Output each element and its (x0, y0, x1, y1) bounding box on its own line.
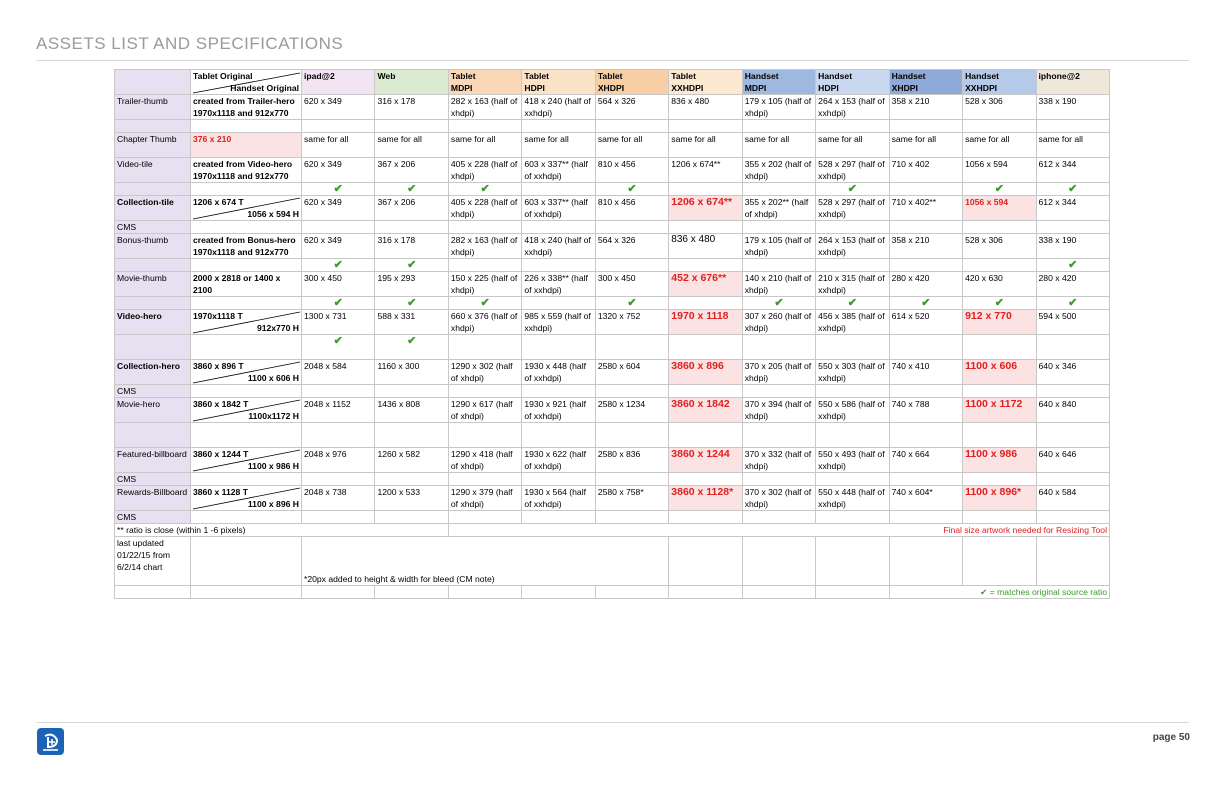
cell: 810 x 456 (595, 196, 668, 221)
cell: 836 x 480 (669, 234, 742, 259)
cell: 316 x 178 (375, 234, 448, 259)
cell: 1200 x 533 (375, 486, 448, 511)
header-tablet-original: Tablet Original Handset Original (191, 70, 302, 95)
check-row (115, 297, 1110, 310)
cell: 355 x 202** (half of xhdpi) (742, 196, 815, 221)
cell: 550 x 303 (half of xxhdpi) (816, 360, 889, 385)
check-icon: ✔ (302, 335, 375, 360)
cell: 550 x 448 (half of xxhdpi) (816, 486, 889, 511)
page-title: ASSETS LIST AND SPECIFICATIONS (36, 34, 344, 53)
updated-note: last updated 01/22/15 from 6/2/14 chart (115, 537, 191, 586)
table-row (115, 158, 1110, 183)
cell: 1056 x 594 (963, 158, 1036, 183)
cell: 1100 x 1172 (963, 398, 1036, 423)
cell: 1260 x 582 (375, 448, 448, 473)
cell: 3860 x 1842 T 1100x1172 H (191, 398, 302, 423)
cell: 370 x 302 (half of xhdpi) (742, 486, 815, 511)
cell: 2000 x 2818 or 1400 x 2100 (191, 272, 302, 297)
check-row (115, 183, 1110, 196)
header-handset-xhdpi: Handset XHDPI (889, 70, 962, 95)
cell: 3860 x 896 T 1100 x 606 H (191, 360, 302, 385)
cell: 3860 x 1128 T 1100 x 896 H (191, 486, 302, 511)
cell: 594 x 500 (1036, 310, 1109, 335)
check-icon: ✔ (375, 183, 448, 196)
cell: 264 x 153 (half of xxhdpi) (816, 234, 889, 259)
check-icon: ✔ (595, 183, 668, 196)
header-handset-xxhdpi: Handset XXHDPI (963, 70, 1036, 95)
cell: 370 x 205 (half of xhdpi) (742, 360, 815, 385)
cell: created from Trailer-hero 1970x1118 and 912x770 (191, 95, 302, 120)
ratio-note: ** ratio is close (within 1 -6 pixels) (115, 524, 449, 537)
disney-logo-icon (37, 728, 64, 755)
cell: 338 x 190 (1036, 234, 1109, 259)
cell: 1056 x 594 (963, 196, 1036, 221)
cell: 3860 x 1244 (669, 448, 742, 473)
check-row (115, 335, 1110, 360)
header-handset-mdpi: Handset MDPI (742, 70, 815, 95)
page-number: page 50 (1152, 732, 1190, 743)
cell: 210 x 315 (half of xxhdpi) (816, 272, 889, 297)
check-icon: ✔ (375, 259, 448, 272)
cell: created from Bonus-hero 1970x1118 and 912x770 (191, 234, 302, 259)
table-row (115, 234, 1110, 259)
cell: 3860 x 1128* (669, 486, 742, 511)
cell: same for all (302, 133, 375, 158)
table-row (115, 95, 1110, 120)
cell: same for all (595, 133, 668, 158)
cell: 1206 x 674 T 1056 x 594 H (191, 196, 302, 221)
table-row (115, 133, 1110, 158)
check-icon: ✔ (448, 183, 521, 196)
table-row (115, 196, 1110, 221)
cell: 1930 x 921 (half of xxhdpi) (522, 398, 595, 423)
cell: 710 x 402 (889, 158, 962, 183)
cell: 550 x 493 (half of xxhdpi) (816, 448, 889, 473)
cell: 418 x 240 (half of xxhdpi) (522, 95, 595, 120)
cell: 740 x 410 (889, 360, 962, 385)
final-size-note: Final size artwork needed for Resizing Tool (448, 524, 1109, 537)
bottom-divider (36, 722, 1189, 723)
cell: 405 x 228 (half of xhdpi) (448, 158, 521, 183)
cell: created from Video-hero 1970x1118 and 912x770 (191, 158, 302, 183)
row-label: Rewards-Billboard (115, 486, 191, 511)
cell: 300 x 450 (595, 272, 668, 297)
table-row (115, 310, 1110, 335)
check-icon: ✔ (742, 297, 815, 310)
cell: 740 x 788 (889, 398, 962, 423)
cell: 2048 x 976 (302, 448, 375, 473)
cell: 3860 x 1842 (669, 398, 742, 423)
cms-label: CMS (115, 385, 191, 398)
cell: 140 x 210 (half of xhdpi) (742, 272, 815, 297)
cell: same for all (375, 133, 448, 158)
cell: 550 x 586 (half of xxhdpi) (816, 398, 889, 423)
disney-logo-mark (37, 728, 64, 755)
check-icon: ✔ (375, 297, 448, 310)
cms-label: CMS (115, 221, 191, 234)
cell: same for all (889, 133, 962, 158)
bleed-note: *20px added to height & width for bleed (CM note) (302, 537, 669, 586)
cell: 640 x 840 (1036, 398, 1109, 423)
cell: 1100 x 606 (963, 360, 1036, 385)
cell: 603 x 337** (half of xxhdpi) (522, 158, 595, 183)
cell: 282 x 163 (half of xhdpi) (448, 234, 521, 259)
cell: 710 x 402** (889, 196, 962, 221)
check-icon: ✔ (595, 297, 668, 310)
cell: 985 x 559 (half of xxhdpi) (522, 310, 595, 335)
cell: 264 x 153 (half of xxhdpi) (816, 95, 889, 120)
cell: 226 x 338** (half of xxhdpi) (522, 272, 595, 297)
cell: 358 x 210 (889, 234, 962, 259)
cms-label: CMS (115, 511, 191, 524)
cell: 3860 x 1244 T 1100 x 986 H (191, 448, 302, 473)
notes-row (115, 537, 1110, 586)
header-handset-hdpi: Handset HDPI (816, 70, 889, 95)
cell: 612 x 344 (1036, 196, 1109, 221)
row-label: Movie-thumb (115, 272, 191, 297)
header-tablet-mdpi: Tablet MDPI (448, 70, 521, 95)
cell: 640 x 346 (1036, 360, 1109, 385)
cell: 2048 x 738 (302, 486, 375, 511)
cell: 1100 x 986 (963, 448, 1036, 473)
cell: 370 x 394 (half of xhdpi) (742, 398, 815, 423)
table-row (115, 272, 1110, 297)
cell: 564 x 326 (595, 95, 668, 120)
cell: 528 x 297 (half of xxhdpi) (816, 196, 889, 221)
header-tablet-hdpi: Tablet HDPI (522, 70, 595, 95)
table-row (115, 360, 1110, 385)
cell: 740 x 604* (889, 486, 962, 511)
row-label: Featured-billboard (115, 448, 191, 473)
cell: 307 x 260 (half of xhdpi) (742, 310, 815, 335)
cell: 620 x 349 (302, 234, 375, 259)
cell: 405 x 228 (half of xhdpi) (448, 196, 521, 221)
cell: 338 x 190 (1036, 95, 1109, 120)
row-label: Chapter Thumb (115, 133, 191, 158)
check-icon: ✔ (1036, 259, 1109, 272)
cell: 1320 x 752 (595, 310, 668, 335)
cell: same for all (1036, 133, 1109, 158)
cell: 2580 x 604 (595, 360, 668, 385)
header-row (115, 70, 1110, 95)
check-icon: ✔ (375, 335, 448, 360)
table-row (115, 486, 1110, 511)
legend-note: ✔ = matches original source ratio (889, 586, 1109, 599)
cell: 528 x 306 (963, 95, 1036, 120)
check-icon: ✔ (816, 183, 889, 196)
header-tablet-xhdpi: Tablet XHDPI (595, 70, 668, 95)
cell: 2580 x 836 (595, 448, 668, 473)
cell: 280 x 420 (1036, 272, 1109, 297)
notes-row (115, 524, 1110, 537)
cell: 2580 x 1234 (595, 398, 668, 423)
cell: 355 x 202 (half of xhdpi) (742, 158, 815, 183)
check-row (115, 259, 1110, 272)
cell: 1930 x 448 (half of xxhdpi) (522, 360, 595, 385)
cell: 660 x 376 (half of xhdpi) (448, 310, 521, 335)
cell: 358 x 210 (889, 95, 962, 120)
cell: 1930 x 622 (half of xxhdpi) (522, 448, 595, 473)
cell: same for all (816, 133, 889, 158)
cell: same for all (963, 133, 1036, 158)
cell: 1290 x 379 (half of xhdpi) (448, 486, 521, 511)
cell: 614 x 520 (889, 310, 962, 335)
cell: 2048 x 1152 (302, 398, 375, 423)
cell: 300 x 450 (302, 272, 375, 297)
check-icon: ✔ (963, 297, 1036, 310)
specs-table (114, 69, 1110, 599)
cell: same for all (448, 133, 521, 158)
cell: 620 x 349 (302, 196, 375, 221)
cell: 282 x 163 (half of xhdpi) (448, 95, 521, 120)
cell: 376 x 210 (191, 133, 302, 158)
cell: 420 x 630 (963, 272, 1036, 297)
cell: 179 x 105 (half of xhdpi) (742, 234, 815, 259)
assets-spreadsheet (114, 69, 1110, 599)
cell: same for all (669, 133, 742, 158)
cell: 564 x 326 (595, 234, 668, 259)
cell: 620 x 349 (302, 95, 375, 120)
cell: 418 x 240 (half of xxhdpi) (522, 234, 595, 259)
header-iphone2: iphone@2 (1036, 70, 1109, 95)
check-icon: ✔ (448, 297, 521, 310)
notes-row (115, 586, 1110, 599)
cell: 1930 x 564 (half of xxhdpi) (522, 486, 595, 511)
cell: 2580 x 758* (595, 486, 668, 511)
cell: 3860 x 896 (669, 360, 742, 385)
header-web: Web (375, 70, 448, 95)
cell: 456 x 385 (half of xxhdpi) (816, 310, 889, 335)
cell: same for all (522, 133, 595, 158)
cell: 740 x 664 (889, 448, 962, 473)
cell: 367 x 206 (375, 158, 448, 183)
cell: same for all (742, 133, 815, 158)
cell: 1206 x 674** (669, 196, 742, 221)
cell: 640 x 584 (1036, 486, 1109, 511)
cell: 1970x1118 T 912x770 H (191, 310, 302, 335)
cell: 1436 x 808 (375, 398, 448, 423)
row-label: Collection-tile (115, 196, 191, 221)
cell: 316 x 178 (375, 95, 448, 120)
header-corner (115, 70, 191, 95)
cell: 1300 x 731 (302, 310, 375, 335)
cell: 1290 x 302 (half of xhdpi) (448, 360, 521, 385)
table-row (115, 448, 1110, 473)
row-label: Video-tile (115, 158, 191, 183)
cell: 836 x 480 (669, 95, 742, 120)
check-icon: ✔ (1036, 297, 1109, 310)
cell: 2048 x 584 (302, 360, 375, 385)
row-label: Bonus-thumb (115, 234, 191, 259)
cell: 912 x 770 (963, 310, 1036, 335)
cell: 810 x 456 (595, 158, 668, 183)
row-label: Collection-hero (115, 360, 191, 385)
table-row (115, 398, 1110, 423)
cell: 1100 x 896* (963, 486, 1036, 511)
check-icon: ✔ (963, 183, 1036, 196)
check-icon: ✔ (889, 297, 962, 310)
cell: 612 x 344 (1036, 158, 1109, 183)
cell: 528 x 297 (half of xxhdpi) (816, 158, 889, 183)
cms-label: CMS (115, 473, 191, 486)
cell: 370 x 332 (half of xhdpi) (742, 448, 815, 473)
header-ipad2: ipad@2 (302, 70, 375, 95)
top-divider (36, 60, 1189, 61)
cell: 588 x 331 (375, 310, 448, 335)
cell: 150 x 225 (half of xhdpi) (448, 272, 521, 297)
cell: 528 x 306 (963, 234, 1036, 259)
cell: 1290 x 617 (half of xhdpi) (448, 398, 521, 423)
header-tablet-xxhdpi: Tablet XXHDPI (669, 70, 742, 95)
cell: 195 x 293 (375, 272, 448, 297)
cell: 1160 x 300 (375, 360, 448, 385)
cell: 640 x 646 (1036, 448, 1109, 473)
check-icon: ✔ (1036, 183, 1109, 196)
check-icon: ✔ (302, 183, 375, 196)
row-label: Movie-hero (115, 398, 191, 423)
cell: 367 x 206 (375, 196, 448, 221)
cell: 280 x 420 (889, 272, 962, 297)
check-icon: ✔ (302, 259, 375, 272)
check-icon: ✔ (302, 297, 375, 310)
cell: 603 x 337** (half of xxhdpi) (522, 196, 595, 221)
cell: 1290 x 418 (half of xhdpi) (448, 448, 521, 473)
cell: 452 x 676** (669, 272, 742, 297)
cell: 620 x 349 (302, 158, 375, 183)
check-icon: ✔ (816, 297, 889, 310)
cell: 1206 x 674** (669, 158, 742, 183)
row-label: Trailer-thumb (115, 95, 191, 120)
cell: 1970 x 1118 (669, 310, 742, 335)
row-label: Video-hero (115, 310, 191, 335)
cell: 179 x 105 (half of xhdpi) (742, 95, 815, 120)
